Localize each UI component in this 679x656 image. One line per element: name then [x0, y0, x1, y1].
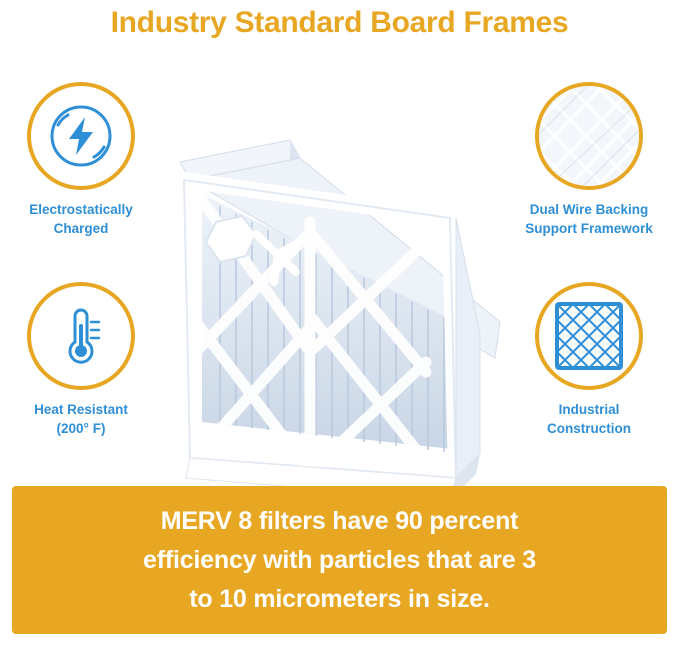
- feature-industrial-construction: [514, 282, 664, 438]
- feature-label-line2: Support Framework: [525, 221, 653, 236]
- feature-label: [514, 400, 664, 438]
- feature-badge: [535, 282, 643, 390]
- feature-area: [0, 60, 679, 480]
- feature-electrostatically-charged: [6, 82, 156, 238]
- banner-line-1: MERV 8 filters have 90 percent: [160, 506, 519, 535]
- feature-label-line2: (200° F): [56, 421, 106, 436]
- feature-label-line1: Electrostatically: [29, 202, 133, 217]
- feature-label-line1: Heat Resistant: [34, 402, 128, 417]
- banner-text: [123, 502, 556, 619]
- feature-label-line2: Charged: [53, 221, 109, 236]
- feature-label-line2: Construction: [547, 421, 631, 436]
- grid-frame-icon: [553, 300, 625, 372]
- feature-badge: [27, 282, 135, 390]
- feature-label: [6, 200, 156, 238]
- feature-label: [514, 200, 664, 238]
- merv-rating-banner: [12, 486, 667, 634]
- page-title: Industry Standard Board Frames: [110, 6, 569, 39]
- wire-mesh-icon: [537, 84, 641, 188]
- thermometer-icon: [49, 304, 113, 368]
- feature-badge: [27, 82, 135, 190]
- feature-label: [6, 400, 156, 438]
- feature-badge: [535, 82, 643, 190]
- banner-line-2: efficiency with particles that are 3: [143, 545, 536, 574]
- feature-label-line1: Industrial: [558, 402, 620, 417]
- lightning-bolt-icon: [48, 103, 114, 169]
- feature-heat-resistant: [6, 282, 156, 438]
- feature-label-line1: Dual Wire Backing: [529, 202, 649, 217]
- pleated-air-filter-illustration: [150, 122, 530, 522]
- feature-dual-wire-backing: [514, 82, 664, 238]
- banner-line-3: to 10 micrometers in size.: [189, 584, 490, 613]
